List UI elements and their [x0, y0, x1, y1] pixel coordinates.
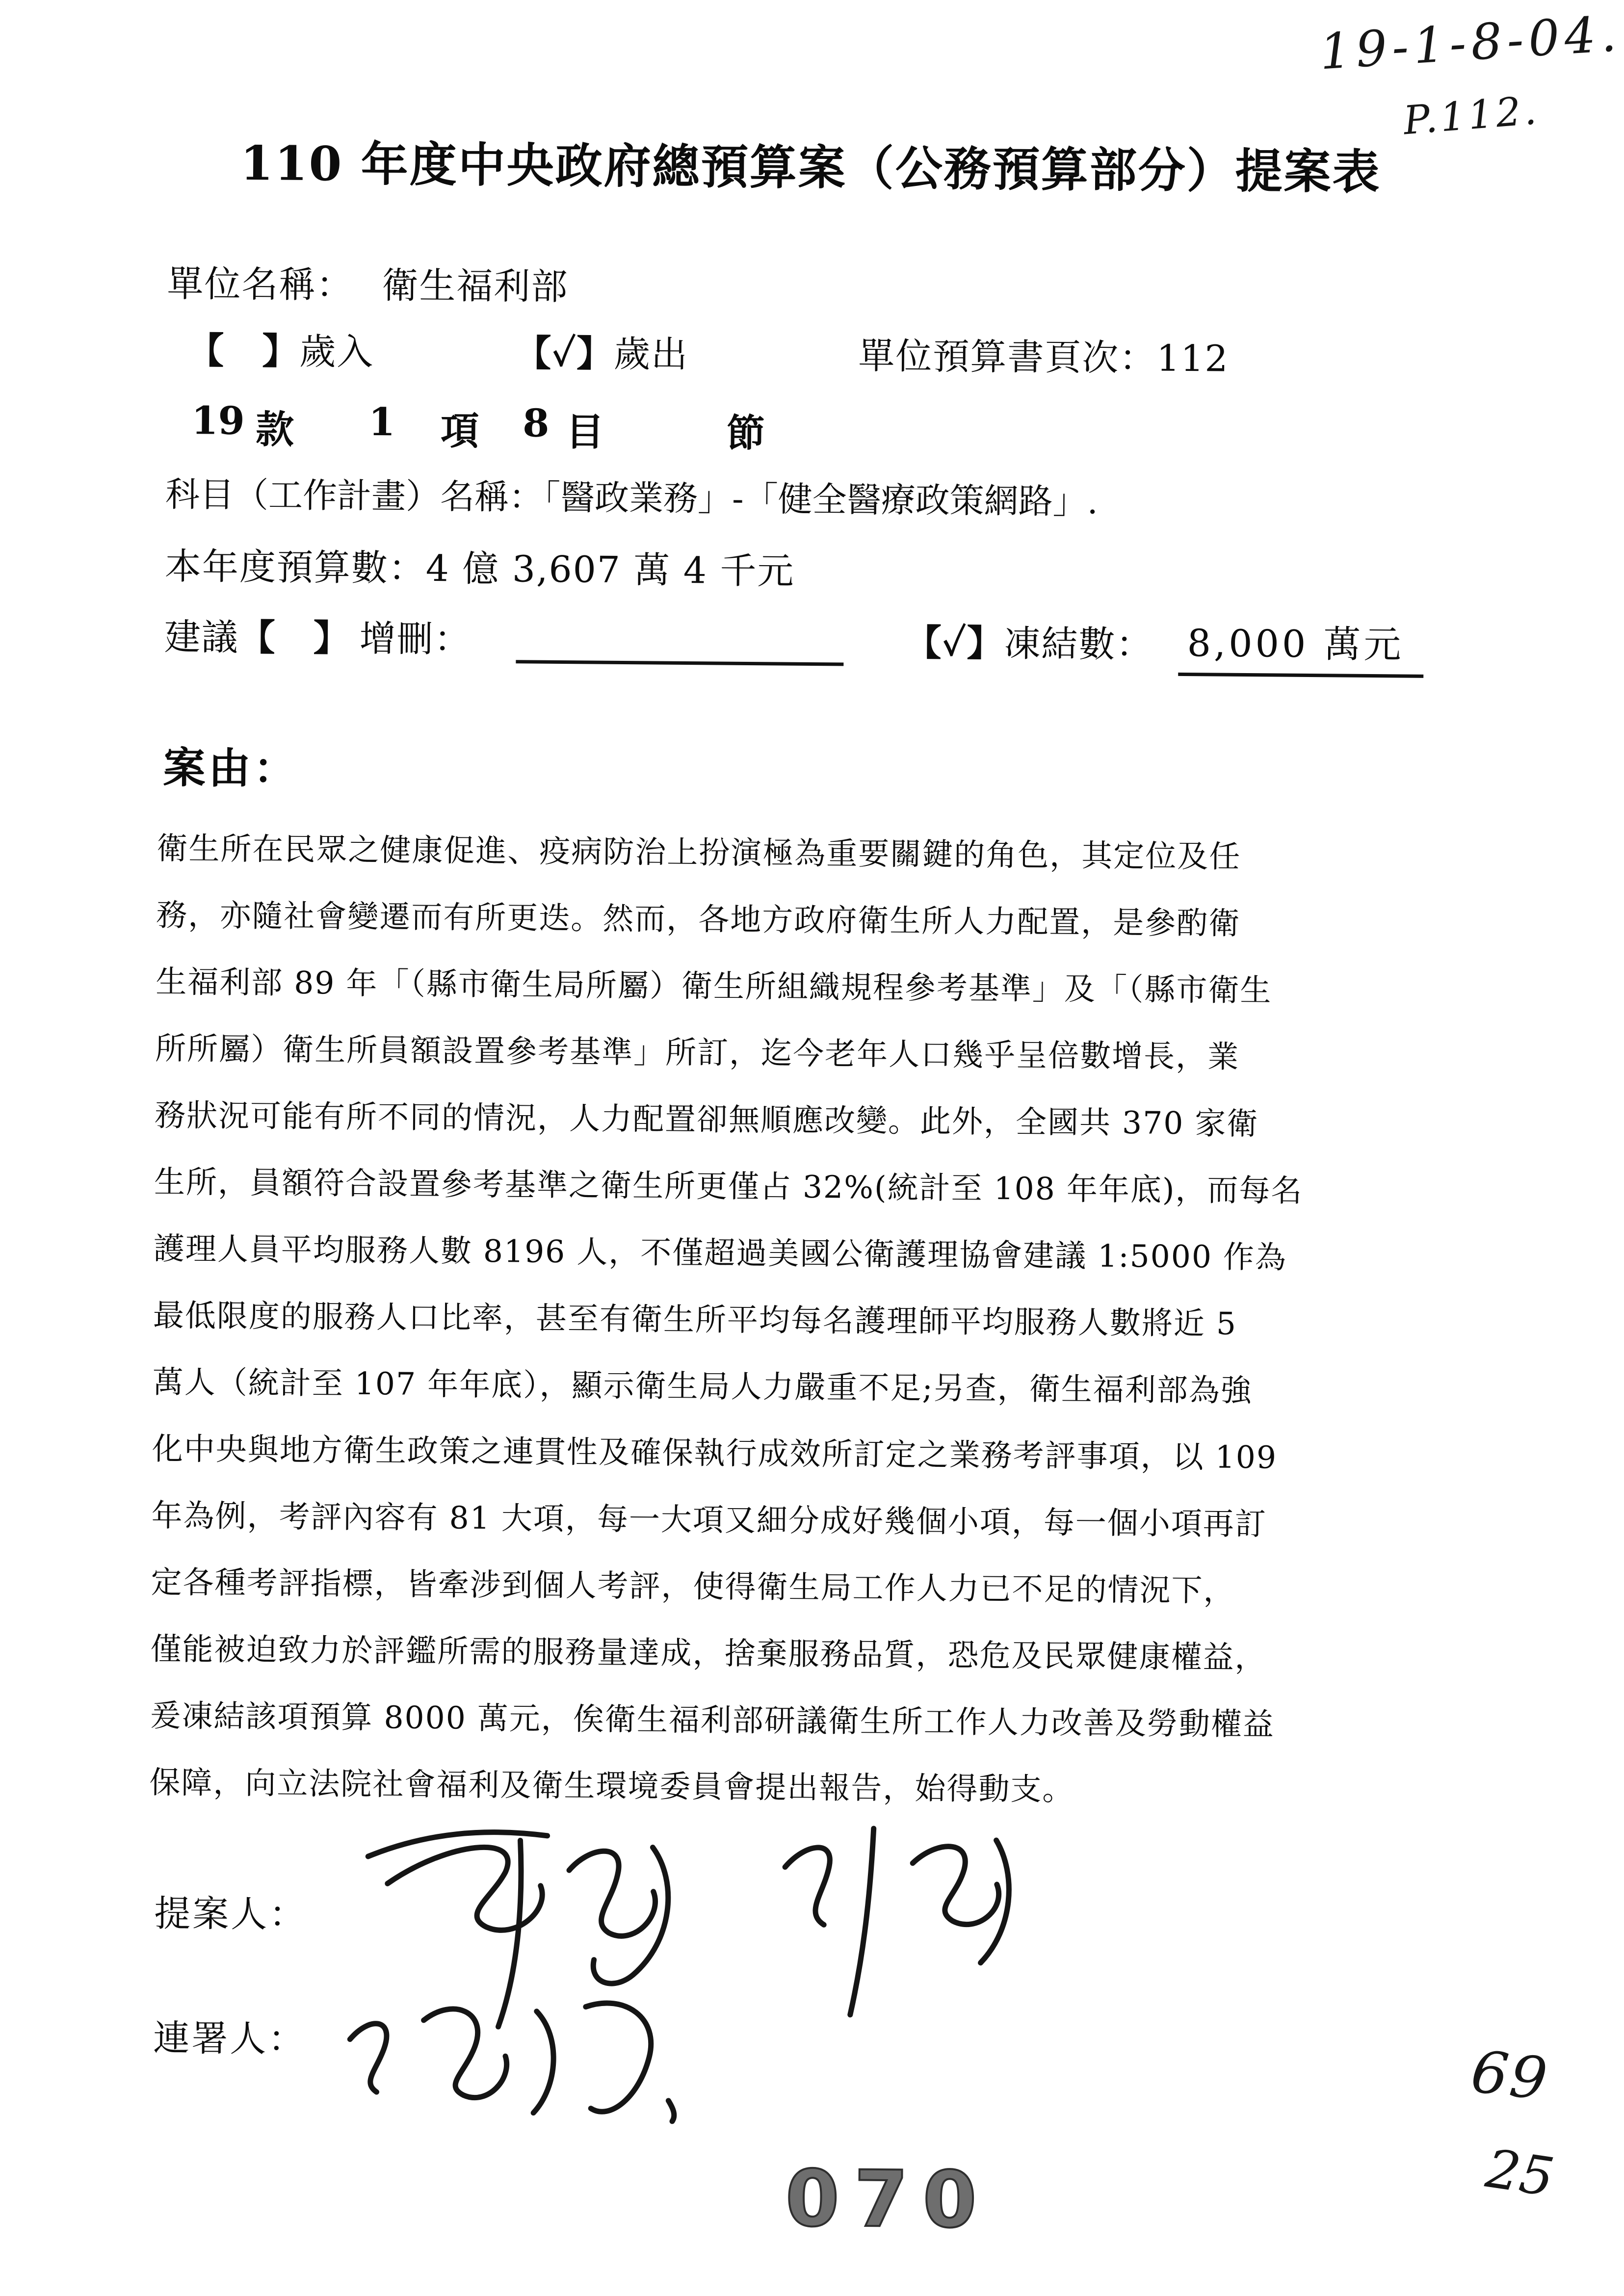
revenue-label: 歲入	[299, 330, 374, 374]
case-line: 最低限度的服務人口比率，甚至有衛生所平均每名護理師平均服務人數將近 5	[153, 1297, 1237, 1342]
case-line: 務狀況可能有所不同的情況，人力配置卻無順應改變。此外，全國共 370 家衛	[154, 1097, 1259, 1142]
case-line: 定各種考評指標，皆牽涉到個人考評，使得衛生局工作人力已不足的情況下，	[151, 1564, 1235, 1609]
case-line: 年為例，考評內容有 81 大項，每一大項又細分成好幾個小項，每一個小項再訂	[151, 1497, 1267, 1542]
subject-row	[165, 467, 1099, 524]
expenditure-option	[515, 324, 689, 378]
budget-book-page-label: 單位預算書頁次：	[858, 335, 1157, 380]
mu-unit: 目	[565, 410, 604, 455]
handwritten-number-lower: 25	[1482, 2138, 1558, 2209]
cosigner-label: 連署人：	[153, 2017, 307, 2061]
proposer-signature-2-handwriting	[750, 1808, 1026, 2026]
case-line: 所所屬）衛生所員額設置參考基準」所訂，迄今老年人口幾乎呈倍數增長，業	[155, 1030, 1240, 1075]
case-body	[149, 815, 1492, 1826]
unit-name-label: 單位名稱：	[167, 262, 354, 307]
kuan-value: 19	[191, 398, 245, 444]
case-line: 保障，向立法院社會福利及衛生環境委員會提出報告，始得動支。	[149, 1764, 1074, 1808]
freeze-group	[905, 614, 1153, 668]
adjust-blank-underline	[516, 615, 844, 666]
budget-amount-label: 本年度預算數：	[164, 545, 426, 590]
expenditure-checkbox: 【✓】	[514, 332, 614, 375]
handwritten-code-note: 19-1-8-04.	[1318, 4, 1623, 81]
case-line: 萬人（統計至 107 年年底），顯示衛生局人力嚴重不足;另查，衛生福利部為強	[152, 1364, 1253, 1409]
page-number-stamp: 070	[785, 2153, 992, 2246]
proposal-row	[164, 608, 471, 663]
adjust-checkbox: 【 】	[238, 616, 351, 660]
case-heading: 案由：	[163, 743, 299, 794]
subject-label: 科目（工作計畫）名稱：	[165, 474, 544, 518]
adjust-label: 增刪：	[359, 617, 472, 661]
case-line: 爰凍結該項預算 8000 萬元，俟衛生福利部研議衛生所工作人力改善及勞動權益	[150, 1697, 1275, 1743]
case-line: 衛生所在民眾之健康促進、疫病防治上扮演極為重要關鍵的角色，其定位及任	[157, 830, 1241, 875]
unit-name-value: 衛生福利部	[382, 264, 569, 309]
xiang-value: 1	[368, 399, 395, 445]
expenditure-label: 歲出	[613, 333, 689, 376]
freeze-amount-value: 8,000 萬元	[1178, 613, 1424, 678]
case-line: 生福利部 89 年「（縣市衛生局所屬）衛生所組織規程參考基準」及「（縣市衛生	[155, 964, 1272, 1009]
mu-value: 8	[522, 401, 550, 446]
budget-row	[165, 538, 795, 595]
freeze-label: 凍結數：	[1004, 623, 1153, 666]
cosigner-signature-handwriting	[330, 1980, 694, 2145]
case-line: 化中央與地方衛生政策之連貫性及確保執行成效所訂定之業務考評事項，以 109	[152, 1431, 1278, 1476]
handwritten-number-upper: 69	[1467, 2037, 1553, 2113]
unit-name-row	[167, 255, 569, 310]
proposer-label: 提案人：	[154, 1892, 308, 1936]
revenue-option	[187, 322, 374, 375]
document-title: 110 年度中央政府總預算案（公務預算部分）提案表	[240, 135, 1382, 200]
case-line: 生所，員額符合設置參考基準之衛生所更僅占 32%(統計至 108 年年底)，而每名	[154, 1164, 1303, 1209]
case-line: 僅能被迫致力於評鑑所需的服務量達成，捨棄服務品質，恐危及民眾健康權益，	[150, 1631, 1267, 1676]
budget-amount-value: 4 億 3,607 萬 4 千元	[425, 547, 795, 593]
jie-unit: 節	[726, 411, 765, 456]
handwritten-page-ref: P.112.	[1401, 87, 1541, 144]
budget-book-page-value: 112	[1156, 337, 1229, 380]
case-line: 護理人員平均服務人數 8196 人，不僅超過美國公衛護理協會建議 1:5000 作為	[153, 1230, 1287, 1276]
revenue-checkbox: 【 】	[187, 330, 300, 373]
budget-book-page	[858, 327, 1229, 382]
freeze-checkbox: 【✓】	[905, 622, 1004, 665]
subject-value: 「醫政業務」-「健全醫療政策網路」.	[543, 477, 1099, 522]
kuan-unit: 款	[255, 407, 294, 452]
case-line: 務，亦隨社會變遷而有所更迭。然而，各地方政府衛生所人力配置，是參酌衛	[156, 897, 1241, 941]
suggest-label: 建議	[164, 616, 239, 659]
xiang-unit: 項	[440, 409, 479, 454]
